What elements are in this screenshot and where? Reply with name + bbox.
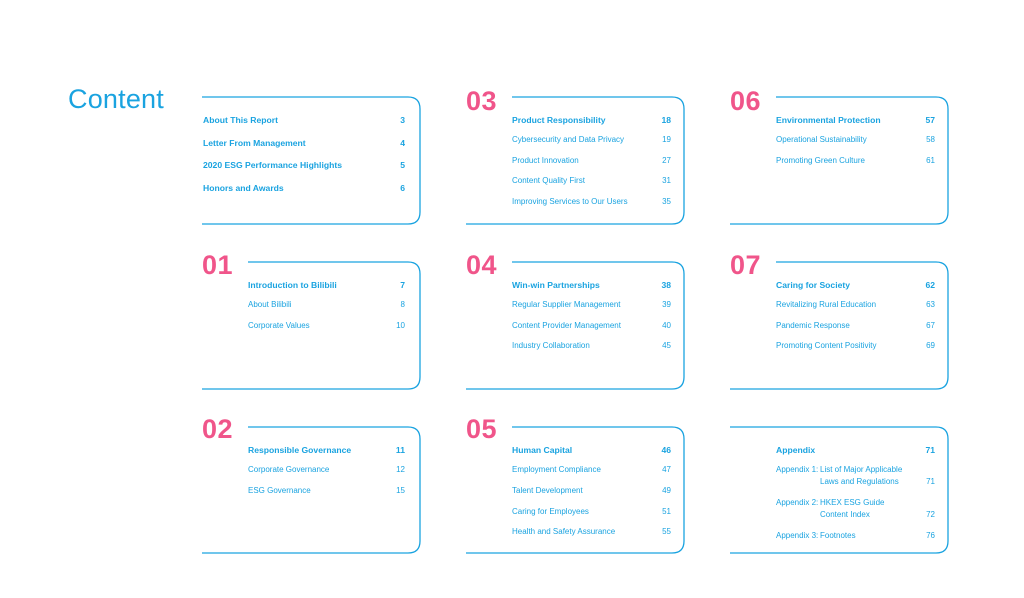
entry-label: Operational Sustainability [776,135,867,144]
entry-page: 76 [926,531,935,540]
entry-label-cont: Content Index [820,510,870,519]
entry-label: Talent Development [512,486,583,495]
section-title: Product Responsibility [512,115,606,125]
toc-entry[interactable] [203,115,405,125]
toc-entry[interactable] [248,300,405,309]
toc-entry[interactable] [248,321,405,330]
entry-label: Letter From Management [203,138,306,148]
entry-label: Employment Compliance [512,465,601,474]
toc-entry[interactable] [776,300,935,309]
entry-label: About This Report [203,115,278,125]
appendix-prefix: Appendix 3: [776,531,819,540]
toc-entry[interactable] [512,300,671,309]
toc-entry[interactable] [512,176,671,185]
entry-label: Promoting Green Culture [776,156,865,165]
toc-entry[interactable] [203,138,405,148]
toc-entry[interactable] [248,465,405,474]
entry-label: About Bilibili [248,300,292,309]
entry-label-cont: Laws and Regulations [820,477,899,486]
entry-page: 63 [926,300,935,309]
section-title: Win-win Partnerships [512,280,600,290]
entry-page: 4 [400,138,405,148]
section-title: Appendix [776,445,816,455]
toc-entry[interactable] [512,465,671,474]
entry-label: ESG Governance [248,486,311,495]
appendix-title[interactable] [776,445,935,455]
toc-entry[interactable] [512,527,671,536]
appendix-prefix: Appendix 2: [776,498,819,507]
entry-page: 35 [662,197,671,206]
entry-label: Industry Collaboration [512,341,590,350]
toc-entry[interactable] [248,486,405,495]
entry-page: 57 [925,115,935,125]
section-number: 05 [466,414,498,444]
entry-page: 71 [926,477,935,486]
toc-entry[interactable] [512,341,671,350]
section-title-03[interactable] [512,115,671,125]
entry-label: Footnotes [820,531,856,540]
entry-label: Content Quality First [512,176,585,185]
section-title: Introduction to Bilibili [248,280,337,290]
entry-page: 46 [661,445,671,455]
entry-label: Cybersecurity and Data Privacy [512,135,625,144]
entry-label: Health and Safety Assurance [512,527,616,536]
entry-page: 3 [400,115,405,125]
entry-page: 49 [662,486,671,495]
appendix-prefix: Appendix 1: [776,465,819,474]
entry-page: 10 [396,321,405,330]
appendix-entry-2[interactable] [776,498,935,519]
entry-label: Honors and Awards [203,183,284,193]
entry-page: 69 [926,341,935,350]
entry-page: 55 [662,527,671,536]
entry-page: 19 [662,135,671,144]
toc-entry[interactable] [512,197,671,206]
toc-entry[interactable] [512,486,671,495]
entry-page: 40 [662,321,671,330]
section-title: Caring for Society [776,280,851,290]
entry-page: 31 [662,176,671,185]
entry-page: 72 [926,510,935,519]
entry-page: 18 [661,115,671,125]
entry-label: Promoting Content Positivity [776,341,877,350]
entry-label: Improving Services to Our Users [512,197,628,206]
entry-page: 58 [926,135,935,144]
section-number: 01 [202,250,234,280]
entry-page: 51 [662,507,671,516]
toc-entry[interactable] [776,135,935,144]
entry-page: 71 [925,445,935,455]
section-title-04[interactable] [512,280,671,290]
section-title-05[interactable] [512,445,671,455]
section-number: 06 [730,86,762,116]
toc-entry[interactable] [203,160,405,170]
entry-page: 8 [400,300,405,309]
appendix-entry-1[interactable] [776,465,935,486]
entry-page: 45 [662,341,671,350]
section-number: 07 [730,250,762,280]
toc-entry[interactable] [776,156,935,165]
entry-label: 2020 ESG Performance Highlights [203,160,342,170]
section-title-01[interactable] [248,280,405,290]
toc-entry[interactable] [512,156,671,165]
section-title: Environmental Protection [776,115,881,125]
entry-label: Corporate Governance [248,465,330,474]
section-title: Human Capital [512,445,573,455]
section-title-02[interactable] [248,445,405,455]
entry-page: 27 [662,156,671,165]
page-title: Content [68,84,164,114]
entry-label: Revitalizing Rural Education [776,300,877,309]
entry-page: 62 [925,280,935,290]
toc-entry[interactable] [203,183,405,193]
section-title-06[interactable] [776,115,935,125]
toc-entry[interactable] [512,321,671,330]
toc-entry[interactable] [776,341,935,350]
entry-label: List of Major Applicable [820,465,903,474]
section-title-07[interactable] [776,280,935,290]
toc-entry[interactable] [512,135,671,144]
entry-page: 7 [400,280,405,290]
entry-label: Product Innovation [512,156,579,165]
section-number: 02 [202,414,234,444]
entry-page: 39 [662,300,671,309]
toc-entry[interactable] [512,507,671,516]
entry-page: 5 [400,160,405,170]
entry-label: Caring for Employees [512,507,589,516]
entry-label: HKEX ESG Guide [820,498,885,507]
entry-page: 15 [396,486,405,495]
entry-page: 12 [396,465,405,474]
section-title: Responsible Governance [248,445,352,455]
section-number: 04 [466,250,498,280]
section-number: 03 [466,86,498,116]
entry-page: 38 [661,280,671,290]
entry-page: 11 [395,445,405,455]
entry-page: 6 [400,183,405,193]
entry-label: Corporate Values [248,321,310,330]
entry-page: 67 [926,321,935,330]
toc-entry[interactable] [776,321,935,330]
entry-label: Pandemic Response [776,321,850,330]
entry-page: 47 [662,465,671,474]
entry-label: Regular Supplier Management [512,300,621,309]
entry-page: 61 [926,156,935,165]
appendix-entry-3[interactable] [776,531,935,540]
entry-label: Content Provider Management [512,321,621,330]
